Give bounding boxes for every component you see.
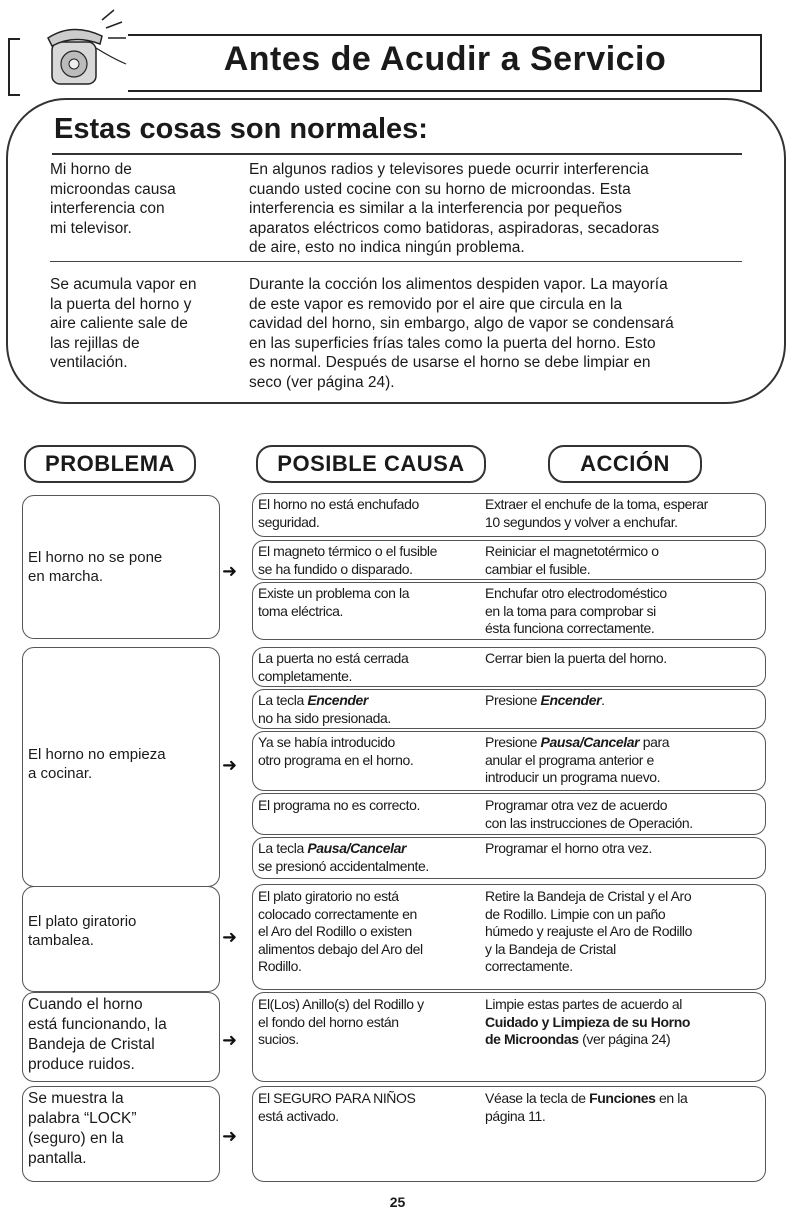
cause-text: La puerta no está cerrada completamente. [258, 650, 409, 684]
cause-text: Ya se había introducido otro programa en el horno. [258, 734, 414, 768]
problem-text: El plato giratorio tambalea. [28, 913, 137, 949]
arrow-icon: ➜ [222, 1126, 238, 1146]
cause-text: El SEGURO PARA NIÑOS está activado. [258, 1090, 416, 1124]
section-title: Estas cosas son normales: [54, 113, 428, 145]
problem-text: Se muestra la palabra “LOCK” (seguro) en la pantalla. [28, 1090, 137, 1167]
header-rule-top [128, 34, 762, 36]
cause-text: El plato giratorio no está colocado correctamente en el Aro del Rodillo o existen alimentos debajo del Aro del Rodillo. [258, 888, 423, 974]
cause-text: La tecla Encender no ha sido presionada. [258, 692, 391, 726]
normal-explanation: En algunos radios y televisores puede ocurrir interferencia cuando usted cocine con su horno de microondas. Esta interferencia es similar a la interferencia por pequeños aparatos eléctricos como batidoras, aspiradoras, secadoras de aire, esto no indica ningún problema. [249, 161, 660, 256]
action-text: Presione Pausa/Cancelar para anular el programa anterior e introducir un programa nuevo. [485, 734, 670, 785]
action-text: Enchufar otro electrodoméstico en la toma para comprobar si ésta funciona correctamente. [485, 585, 667, 636]
cause-text: El horno no está enchufado seguridad. [258, 496, 419, 530]
action-text: Cerrar bien la puerta del horno. [485, 650, 667, 666]
cause-text: El programa no es correcto. [258, 797, 420, 813]
problem-text: El horno no se pone en marcha. [28, 549, 163, 585]
arrow-icon: ➜ [222, 755, 238, 775]
header-bracket [8, 38, 20, 96]
arrow-icon: ➜ [222, 927, 238, 947]
cause-text: La tecla Pausa/Cancelar se presionó accidentalmente. [258, 840, 429, 874]
page-number: 25 [389, 1194, 406, 1210]
header-action: ACCIÓN [548, 445, 702, 483]
action-text: Reiniciar el magnetotérmico o cambiar el fusible. [485, 543, 659, 577]
header-problem: PROBLEMA [24, 445, 196, 483]
cause-text: El(Los) Anillo(s) del Rodillo y el fondo del horno están sucios. [258, 996, 424, 1047]
action-text: Retire la Bandeja de Cristal y el Aro de Rodillo. Limpie con un paño húmedo y reajuste el Aro de Rodillo y la Bandeja de Cristal correctamente. [485, 888, 693, 974]
row-divider [50, 261, 742, 262]
header-rule-bottom [128, 90, 762, 92]
action-text: Programar otra vez de acuerdo con las instrucciones de Operación. [485, 797, 693, 831]
cause-text: El magneto térmico o el fusible se ha fundido o disparado. [258, 543, 438, 577]
cause-text: Existe un problema con la toma eléctrica. [258, 585, 410, 619]
telephone-icon [22, 8, 132, 98]
arrow-icon: ➜ [222, 1030, 238, 1050]
header-cause: POSIBLE CAUSA [256, 445, 486, 483]
problem-text: Cuando el horno está funcionando, la Bandeja de Cristal produce ruidos. [28, 996, 167, 1073]
action-text: Presione Encender. [485, 692, 605, 708]
action-text: Véase la tecla de Funciones en la página 11. [485, 1090, 688, 1124]
normal-explanation: Durante la cocción los alimentos despiden vapor. La mayoría de este vapor es removido por el aire que circula en la cavidad del horno, sin embargo, algo de vapor se condensará en las superficies frías tales como la puerta del horno. Esto es normal. Después de usarse el horno se debe limpiar en seco (ver página 24). [249, 276, 674, 391]
arrow-icon: ➜ [222, 561, 238, 581]
problem-text: El horno no empieza a cocinar. [28, 746, 166, 782]
action-text: Programar el horno otra vez. [485, 840, 652, 856]
action-text: Extraer el enchufe de la toma, esperar 10 segundos y volver a enchufar. [485, 496, 708, 530]
section-rule [52, 153, 742, 155]
normal-condition: Mi horno de microondas causa interferencia con mi televisor. [50, 161, 176, 237]
page-title: Antes de Acudir a Servicio [223, 40, 667, 78]
action-text: Limpie estas partes de acuerdo al Cuidado y Limpieza de su Horno de Microondas (ver página 24) [485, 996, 691, 1047]
normal-condition: Se acumula vapor en la puerta del horno y aire caliente sale de las rejillas de ventilación. [50, 276, 197, 371]
